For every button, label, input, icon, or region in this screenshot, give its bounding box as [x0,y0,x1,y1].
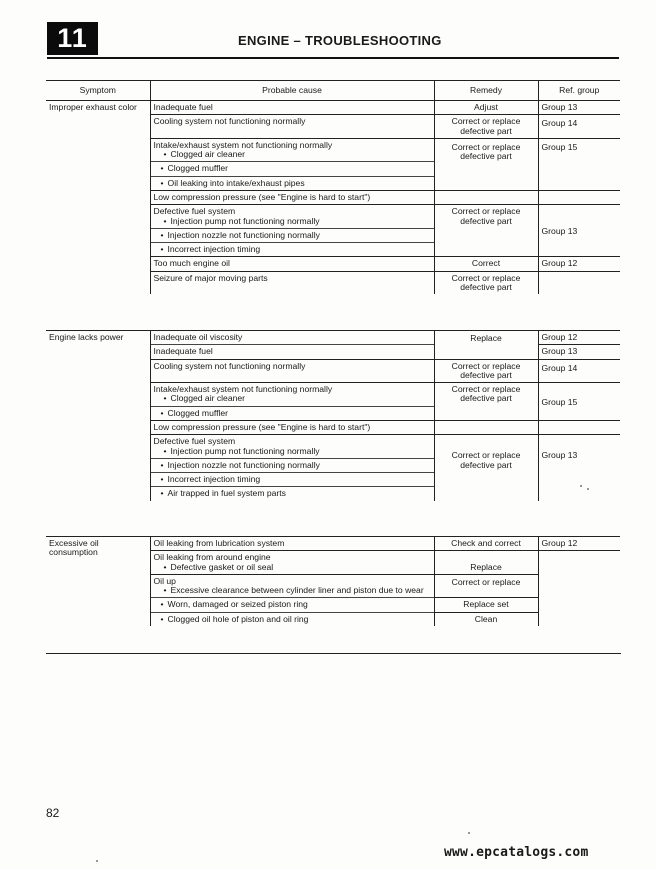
remedy-cell: Correct or replace defective part [434,435,538,501]
cause-heading: Oil up [153,575,176,586]
ref-cell: Group 13 [538,435,620,501]
remedy-cell: Correct or replace defective part [434,359,538,383]
remedy-cell: Replace set [434,598,538,612]
cause-cell: Inadequate fuel [150,345,434,359]
ref-cell: Group 15 [538,383,620,421]
ref-cell: Group 14 [538,359,620,383]
ref-cell: Group 14 [538,115,620,139]
cause-bullet: • Clogged oil hole of piston and oil ring [150,612,434,626]
chapter-number-box: 11 [47,22,98,55]
ref-cell [538,271,620,294]
cause-bullet: • Clogged air cleaner [154,150,431,159]
ref-cell [538,420,620,434]
cause-cell: Inadequate fuel [150,101,434,115]
ref-cell: Group 13 [538,101,620,115]
remedy-cell: Correct or replace defective part [434,383,538,421]
cause-cell [150,574,434,598]
cause-bullet: • Injection nozzle not functioning normally [150,228,434,242]
ref-cell: Group 12 [538,537,620,551]
remedy-cell [434,190,538,204]
header-rule [47,57,619,59]
cause-bullet: • Oil leaking into intake/exhaust pipes [150,176,434,190]
cause-heading: Defective fuel system [153,206,236,217]
table-header-row [46,81,620,101]
page-number: 82 [46,806,60,820]
cause-heading: Intake/exhaust system not functioning normally [153,139,333,150]
header-symptom: Symptom [46,81,150,101]
remedy-cell: Adjust [434,101,538,115]
scan-speck [587,488,589,490]
remedy-cell: Clean [434,612,538,626]
ref-cell: Group 13 [538,345,620,359]
scan-speck [580,485,582,487]
cause-cell: Seizure of major moving parts [150,271,434,294]
cause-bullet: • Clogged air cleaner [154,394,431,403]
remedy-cell [434,420,538,434]
cause-bullet: • Excessive clearance between cylinder liner and piston due to wear [154,586,431,595]
ref-cell: Group 15 [538,138,620,190]
cause-bullet: • Clogged muffler [150,406,434,420]
page-title: ENGINE – TROUBLESHOOTING [238,33,442,48]
remedy-cell: Correct or replace defective part [434,271,538,294]
cause-cell: Low compression pressure (see "Engine is hard to start") [150,420,434,434]
cause-bullet: • Incorrect injection timing [150,473,434,487]
cause-heading: Intake/exhaust system not functioning normally [153,384,333,395]
remedy-cell: Correct [434,257,538,271]
header-cause: Probable cause [150,81,434,101]
symptom-cell: Engine lacks power [46,331,150,501]
cause-cell: Too much engine oil [150,257,434,271]
remedy-cell: Correct or replace defective part [434,115,538,139]
troubleshooting-table [46,80,620,294]
remedy-cell: Correct or replace [434,574,538,598]
header-remedy: Remedy [434,81,538,101]
cause-cell: Inadequate oil viscosity [150,331,434,345]
cause-cell [150,383,434,407]
cause-bullet: • Air trapped in fuel system parts [150,487,434,501]
cause-cell [150,138,434,162]
ref-cell [538,551,620,626]
cause-bullet: • Defective gasket or oil seal [154,563,431,572]
table-row [46,101,620,115]
symptom-cell: Excessive oil consumption [46,537,150,626]
table-bottom-rule [46,653,621,654]
ref-cell: Group 12 [538,257,620,271]
cause-bullet: • Incorrect injection timing [150,243,434,257]
cause-bullet: • Injection pump not functioning normally [154,447,431,456]
ref-cell [538,190,620,204]
cause-heading: Oil leaking from around engine [153,552,271,563]
cause-cell: Cooling system not functioning normally [150,115,434,139]
cause-cell: Oil leaking from lubrication system [150,537,434,551]
table-row [46,537,620,551]
ref-cell: Group 13 [538,205,620,257]
ref-cell: Group 12 [538,331,620,345]
website-watermark: www.epcatalogs.com [444,845,589,860]
cause-cell: Low compression pressure (see "Engine is hard to start") [150,190,434,204]
remedy-cell: Correct or replace defective part [434,205,538,257]
scan-speck [468,832,470,834]
cause-cell [150,551,434,575]
header-ref: Ref. group [538,81,620,101]
symptom-cell: Improper exhaust color [49,102,137,112]
remedy-cell: Check and correct [434,537,538,551]
cause-bullet: • Injection pump not functioning normally [154,217,431,226]
cause-bullet: • Clogged muffler [150,162,434,176]
cause-cell [150,435,434,459]
cause-cell [150,205,434,229]
troubleshooting-table-oil [46,536,620,626]
remedy-cell: Replace [434,331,538,360]
cause-cell: Cooling system not functioning normally [150,359,434,383]
cause-heading: Defective fuel system [153,436,236,447]
cause-bullet: • Worn, damaged or seized piston ring [150,598,434,612]
remedy-cell: Replace [434,551,538,575]
table-row [46,331,620,345]
remedy-cell: Correct or replace defective part [434,138,538,190]
cause-bullet: • Injection nozzle not functioning normally [150,458,434,472]
scan-speck [96,860,98,862]
troubleshooting-table-continued [46,330,620,501]
